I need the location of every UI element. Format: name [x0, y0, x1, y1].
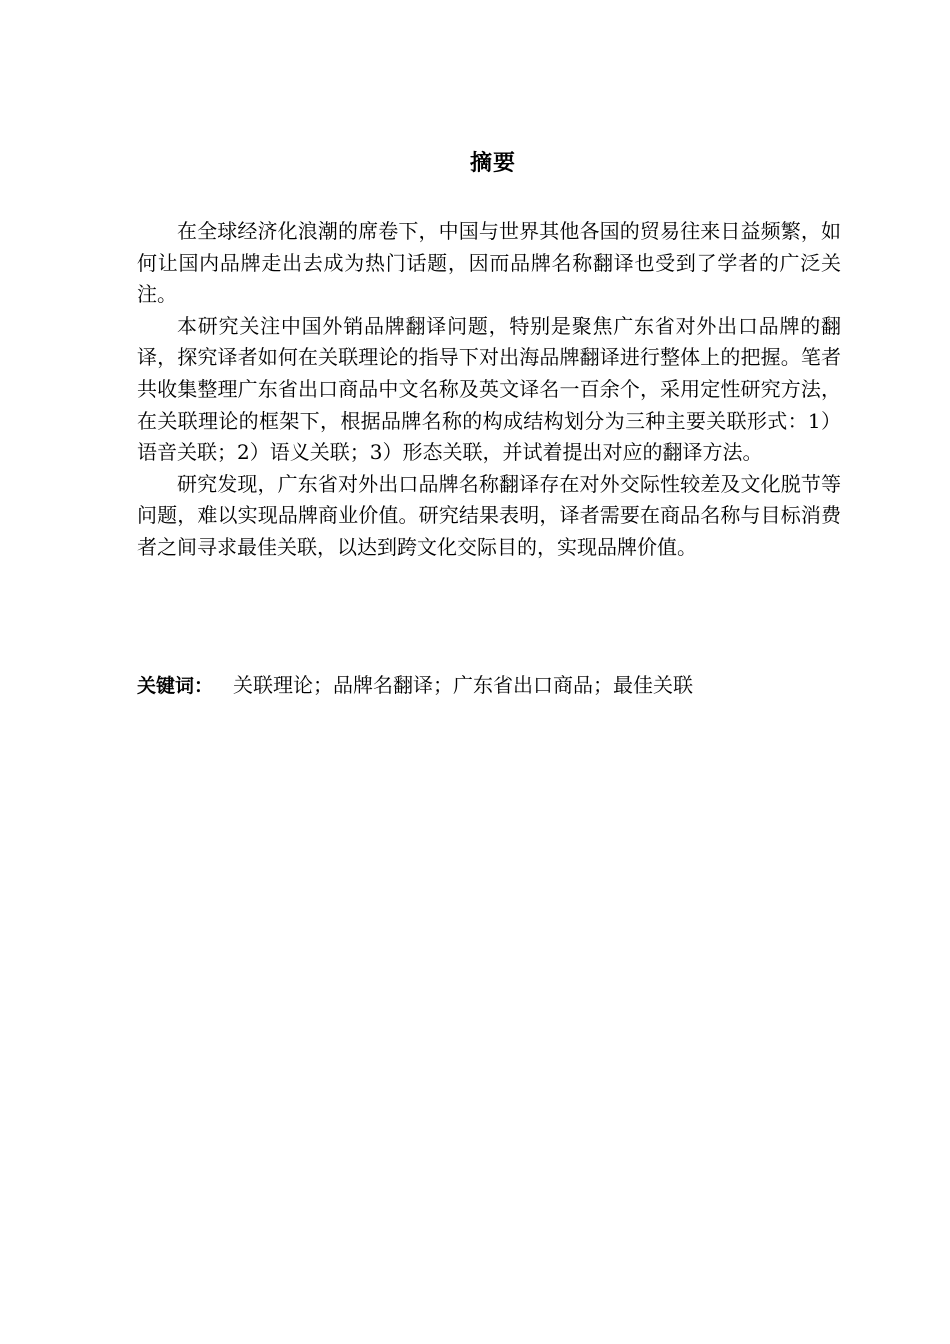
keywords-value: 关联理论；品牌名翻译；广东省出口商品；最佳关联 — [233, 673, 694, 697]
abstract-body — [137, 216, 841, 564]
abstract-paragraph-2: 本研究关注中国外销品牌翻译问题，特别是聚焦广东省对外出口品牌的翻译，探究译者如何在关联理论的指导下对出海品牌翻译进行整体上的把握。笔者共收集整理广东省出口商品中文名称及英文译名一百余个，采用定性研究方法，在关联理论的框架下，根据品牌名称的构成结构划分为三种主要关联形式：1）语音关联；2）语义关联；3）形态关联，并试着提出对应的翻译方法。 — [137, 313, 841, 465]
abstract-paragraph-3: 研究发现，广东省对外出口品牌名称翻译存在对外交际性较差及文化脱节等问题，难以实现品牌商业价值。研究结果表明，译者需要在商品名称与目标消费者之间寻求最佳关联，以达到跨文化交际目的，实现品牌价值。 — [137, 471, 841, 559]
abstract-paragraph-1: 在全球经济化浪潮的席卷下，中国与世界其他各国的贸易往来日益频繁，如何让国内品牌走出去成为热门话题，因而品牌名称翻译也受到了学者的广泛关注。 — [137, 219, 841, 307]
abstract-title: 摘要 — [469, 151, 516, 176]
keywords-label: 关键词： — [137, 675, 214, 697]
keywords-line — [137, 669, 841, 702]
